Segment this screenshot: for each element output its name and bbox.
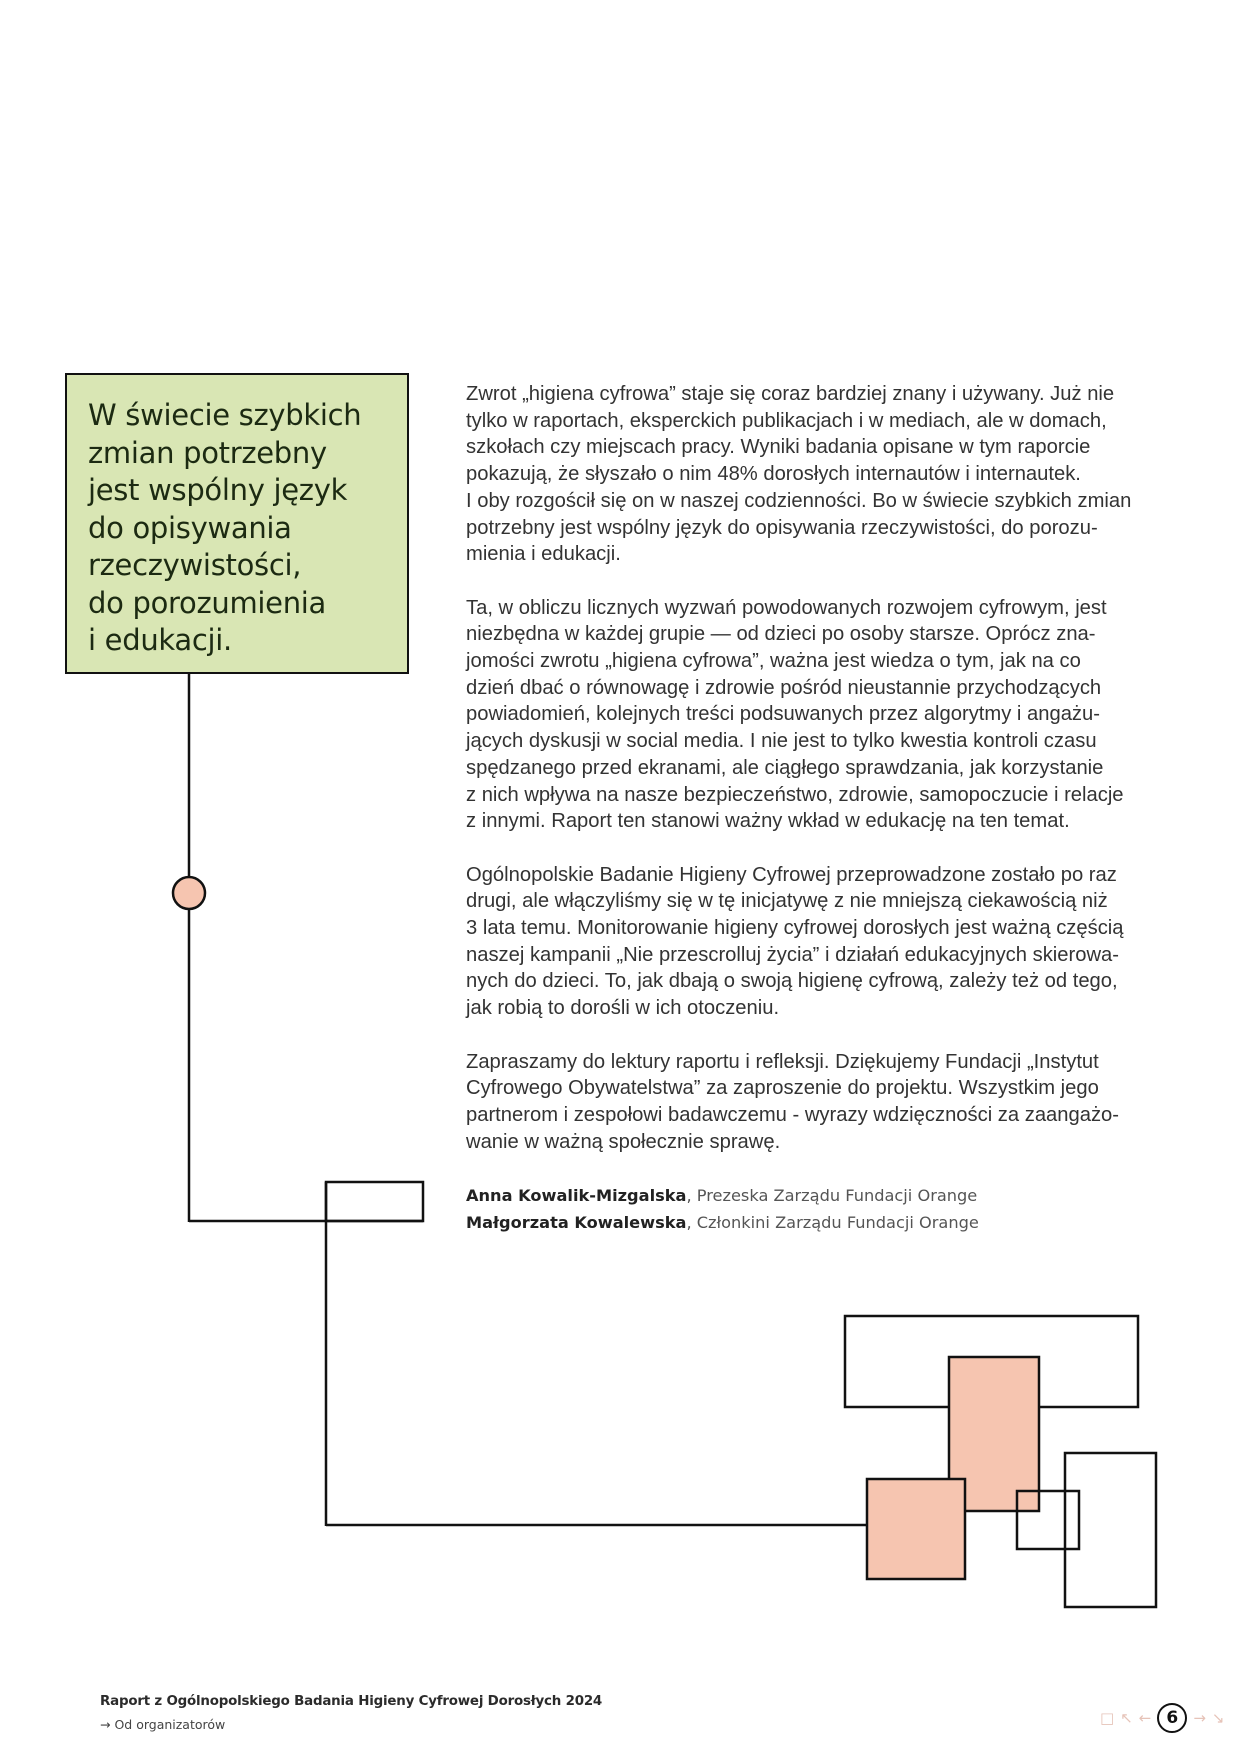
text-line: pokazują, że słyszało o nim 48% dorosłych internautów i internautek.: [466, 463, 1081, 486]
pull-quote-line: rzeczywistości,: [88, 548, 302, 582]
text-line: 3 lata temu. Monitorowanie higieny cyfrowej dorosłych jest ważną częścią: [466, 917, 1124, 940]
text-line: niezbędna w każdej grupie — od dzieci po osoby starsze. Oprócz zna-: [466, 623, 1096, 646]
text-line: z nich wpływa na nasze bezpieczeństwo, zdrowie, samopoczucie i relacje: [466, 783, 1124, 806]
text-line: potrzebny jest wspólny język do opisywania rzeczywistości, do porozu-: [466, 516, 1098, 539]
page-navigation: [1100, 1700, 1225, 1736]
pull-quote-line: i edukacji.: [88, 623, 232, 657]
signature-1: [466, 1182, 1156, 1209]
text-line: drugi, ale włączyliśmy się w tę inicjatywę z nie mniejszą ciekawością niż: [466, 890, 1108, 913]
text-line: szkołach czy miejscach pracy. Wyniki badania opisane w tym raporcie: [466, 436, 1091, 459]
text-line: Zapraszamy do lektury raportu i refleksji. Dziękujemy Fundacji „Instytut: [466, 1050, 1099, 1073]
body-text-column: [466, 381, 1156, 1236]
signature-role: , Prezeska Zarządu Fundacji Orange: [686, 1186, 978, 1206]
text-line: mienia i edukacji.: [466, 543, 621, 566]
text-line: Ta, w obliczu licznych wyzwań powodowanych rozwojem cyfrowym, jest: [466, 596, 1107, 619]
signature-role: , Członkini Zarządu Fundacji Orange: [686, 1213, 979, 1233]
outline-rect-small: [326, 1182, 423, 1221]
paragraph-1: [466, 381, 1156, 568]
text-line: dzień dbać o równowagę i zdrowie pośród nieustannie przychodzących: [466, 676, 1102, 699]
text-line: nych do dzieci. To, jak dbają o swoją higienę cyfrową, zależy też od tego,: [466, 970, 1118, 993]
paragraph-2: [466, 595, 1156, 835]
first-page-icon[interactable]: ↖: [1120, 1709, 1133, 1727]
text-line: I oby rozgościł się on w naszej codzienności. Bo w świecie szybkich zmian: [466, 489, 1132, 512]
text-line: tylko w raportach, eksperckich publikacjach i w mediach, ale w domach,: [466, 409, 1107, 432]
page-number: 6: [1157, 1703, 1187, 1733]
text-line: jomości zwrotu „higiena cyfrowa”, ważna jest wiedza o tym, jak na co: [466, 650, 1081, 673]
text-line: spędzanego przed ekranami, ale ciągłego sprawdzania, jak korzystanie: [466, 756, 1104, 779]
paragraph-3: [466, 862, 1156, 1022]
text-line: wanie w ważną społecznie sprawę.: [466, 1130, 781, 1153]
text-line: partnerom i zespołowi badawczemu - wyrazy wdzięczności za zaangażo-: [466, 1103, 1120, 1126]
pull-quote-box: [65, 373, 409, 674]
text-line: naszej kampanii „Nie przescrolluj życia” i działań edukacyjnych skierowa-: [466, 943, 1119, 966]
pull-quote: [88, 397, 389, 660]
signature-name: Małgorzata Kowalewska: [466, 1213, 687, 1233]
pull-quote-line: W świecie szybkich: [88, 398, 362, 432]
pull-quote-line: do porozumienia: [88, 585, 327, 620]
prev-page-icon[interactable]: ←: [1138, 1709, 1152, 1727]
last-page-icon[interactable]: ↘: [1211, 1709, 1225, 1727]
text-line: Zwrot „higiena cyfrowa” staje się coraz bardziej znany i używany. Już nie: [466, 383, 1115, 405]
text-line: Ogólnopolskie Badanie Higieny Cyfrowej przeprowadzone zostało po raz: [466, 863, 1117, 886]
node-circle: [173, 877, 205, 909]
next-page-icon[interactable]: →: [1193, 1709, 1206, 1727]
salmon-square: [867, 1479, 965, 1579]
text-line: Cyfrowego Obywatelstwa” za zaproszenie do projektu. Wszystkim jego: [466, 1077, 1099, 1100]
signature-2: [466, 1209, 1156, 1236]
text-line: jących dyskusji w social media. I nie jest to tylko kwestia kontroli czasu: [466, 730, 1097, 753]
footer-report-title: Raport z Ogólnopolskiego Badania Higieny Cyfrowej Dorosłych 2024: [100, 1694, 603, 1709]
text-line: powiadomień, kolejnych treści podsuwanych przez algorytmy i angażu-: [466, 703, 1100, 726]
signature-name: Anna Kowalik-Mizgalska: [466, 1186, 687, 1206]
home-icon[interactable]: □: [1100, 1709, 1115, 1727]
paragraph-4: [466, 1049, 1156, 1156]
footer-section-link[interactable]: → Od organizatorów: [100, 1717, 226, 1732]
pull-quote-line: jest wspólny język: [88, 473, 348, 507]
text-line: z innymi. Raport ten stanowi ważny wkład w edukację na ten temat.: [466, 810, 1070, 833]
pull-quote-line: do opisywania: [88, 510, 292, 545]
pull-quote-line: zmian potrzebny: [88, 435, 327, 470]
text-line: jak robią to dorośli w ich otoczeniu.: [466, 997, 780, 1020]
